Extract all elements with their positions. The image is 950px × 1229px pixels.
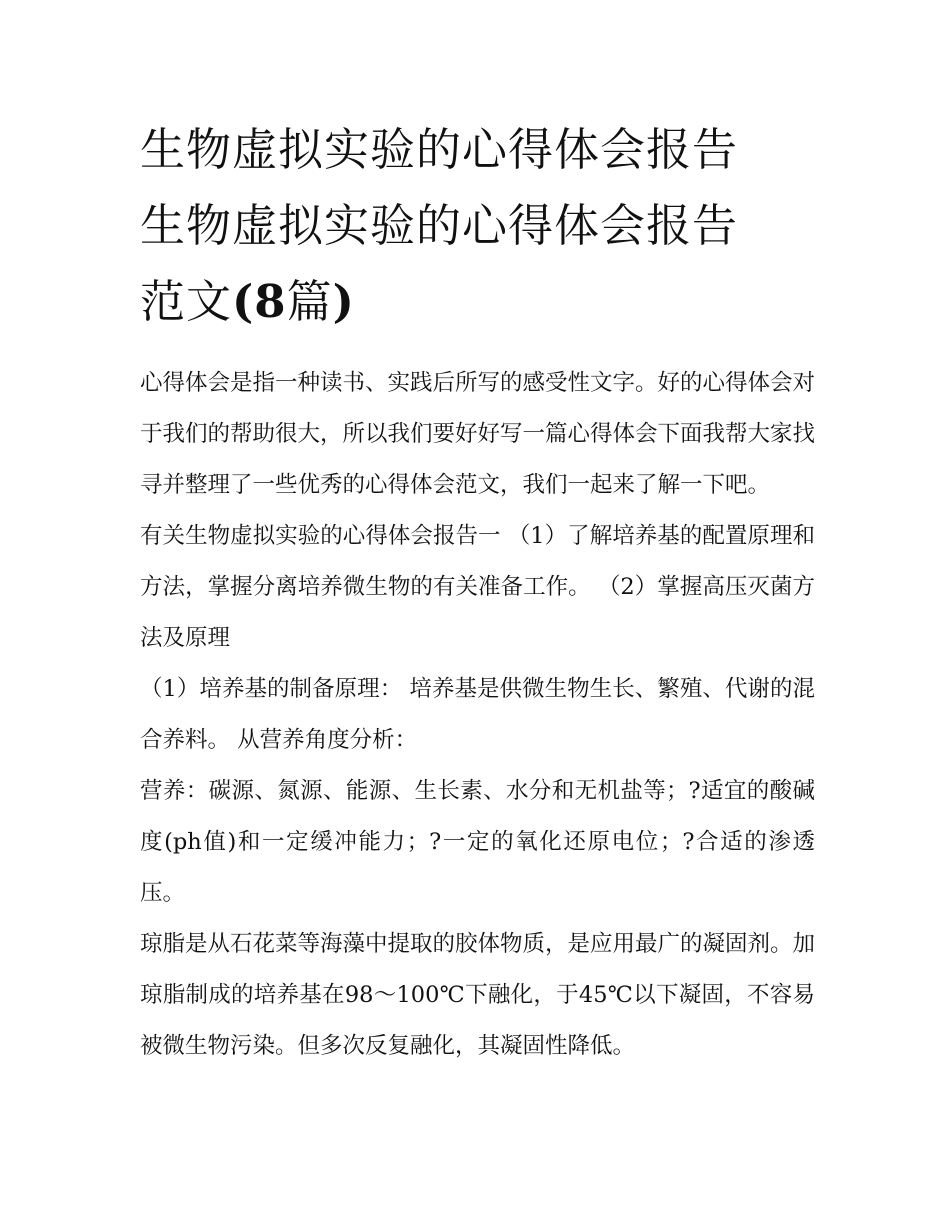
paragraph-intro: 心得体会是指一种读书、实践后所写的感受性文字。好的心得体会对于我们的帮助很大，所以我们要好好写一篇心得体会下面我帮大家找寻并整理了一些优秀的心得体会范文，我们一起来了解一下吧。 (140, 370, 816, 498)
paragraph-report-one: 有关生物虚拟实验的心得体会报告一 （1）了解培养基的配置原理和方法，掌握分离培养微生物的有关准备工作。 （2）掌握高压灭菌方法及原理 (140, 523, 815, 651)
title-line-3 (140, 264, 815, 340)
title-line-1: 生物虚拟实验的心得体会报告 (140, 123, 739, 176)
document-content (140, 112, 815, 1072)
title-count-close: ) (332, 275, 355, 328)
paragraph-nutrition: 营养：碳源、氮源、能源、生长素、水分和无机盐等；?适宜的酸碱度(ph值)和一定缓冲能力；?一定的氧化还原电位；?合适的渗透压。 (140, 778, 815, 906)
body-text (140, 358, 815, 1072)
title-fanwen: 范文 (140, 275, 233, 328)
title-line-2: 生物虚拟实验的心得体会报告 (140, 199, 739, 252)
title-pian: 篇 (286, 275, 333, 328)
paragraph-medium-principle: （1）培养基的制备原理： 培养基是供微生物生长、繁殖、代谢的混合养料。 从营养角度分析： (140, 676, 815, 753)
title-count-open: (8 (232, 275, 287, 328)
paragraph-agar: 琼脂是从石花菜等海藻中提取的胶体物质，是应用最广的凝固剂。加琼脂制成的培养基在98～100℃下融化，于45℃以下凝固，不容易被微生物污染。但多次反复融化，其凝固性降低。 (140, 931, 816, 1059)
